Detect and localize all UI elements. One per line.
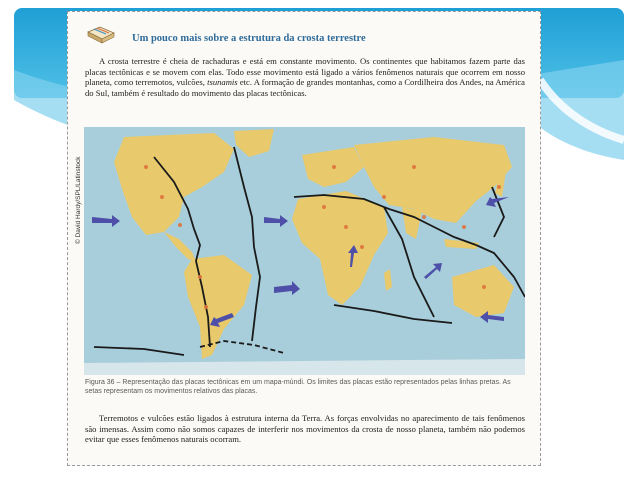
page-heading: Um pouco mais sobre a estrutura da crosta terrestre (132, 33, 366, 44)
intro-paragraph: A crosta terrestre é cheia de rachaduras e está em constante movimento. Os continentes que habitamos fazem parte das placas tectônicas e se movem com elas. Todo esse movimento está ligado a vários fenômenos naturais que ocorrem em nosso planeta, como terremotos, vulcões, tsunamis etc. A formação de grandes montanhas, como a Cordilheira dos Andes, na América do Sul, também é resultado do movimento das placas tectônicas. (85, 56, 525, 98)
closing-paragraph: Terremotos e vulcões estão ligados à estrutura interna da Terra. As forças envolvidas no aparecimento de tais fenômenos são imensas. Assim como não somos capazes de interferir nos movimentos da crosta de nosso planeta, também não podemos evitar que esses fenômenos naturais ocorram. (85, 413, 525, 445)
textbook-page (67, 11, 541, 466)
figure-caption: Figura 36 – Representação das placas tectônicas em um mapa-múndi. Os limites das placas estão representados pelas linhas pretas. As setas representam os movimentos relativos das placas. (85, 379, 511, 395)
tectonic-plates-map (84, 127, 525, 375)
book-icon (86, 24, 116, 46)
photo-credit: © David Hardy/SPL/Latinstock (75, 156, 82, 244)
